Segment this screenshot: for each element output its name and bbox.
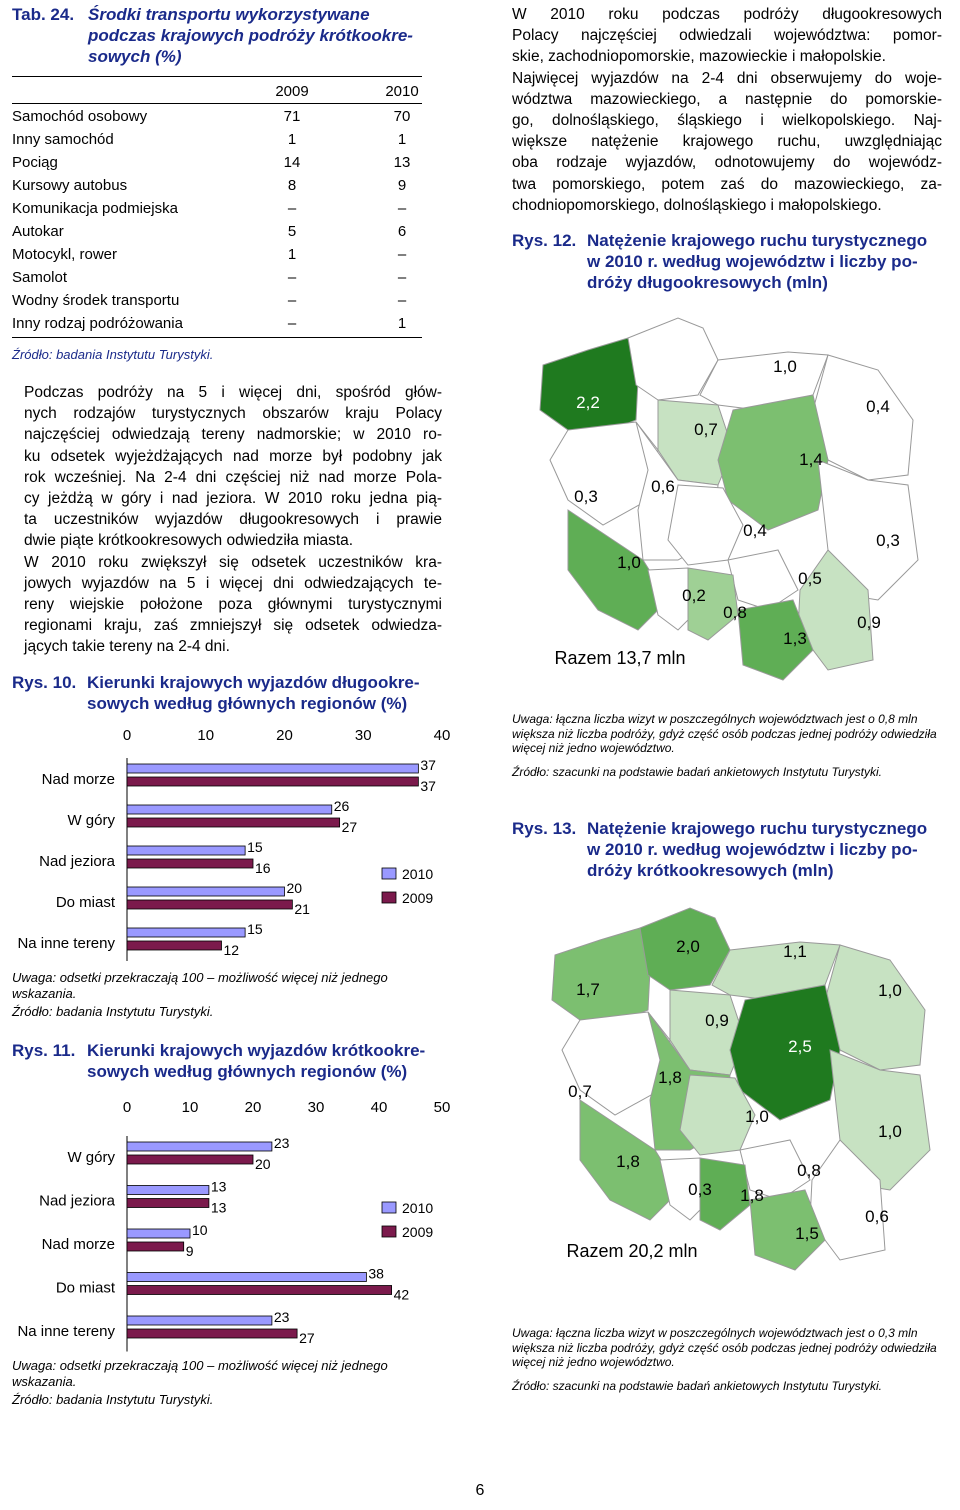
map13-value-podkarpackie: 0,6: [865, 1207, 889, 1226]
map12-value-kujawsko: 0,7: [694, 420, 718, 439]
map13-value-wielkopolskie: 1,8: [658, 1068, 682, 1087]
value-2010: 1: [397, 315, 407, 332]
figure-13-source: Źródło: szacunki na podstawie badań ankietowych Instytutu Turystyki.: [512, 1379, 882, 1393]
data-label: 16: [255, 860, 271, 876]
figure-10-number: Rys. 10.: [12, 673, 77, 692]
table-row: [12, 266, 422, 289]
bar-2010: [127, 1142, 272, 1151]
x-tick-label: 20: [276, 727, 293, 744]
col-2010-header: 2010: [385, 83, 419, 100]
map13-value-kujawsko: 0,9: [705, 1011, 729, 1030]
map12-value-warminsko: 1,0: [773, 357, 797, 376]
bar-2010: [127, 928, 245, 937]
paragraph-line: W 2010 roku zwiększył się odsetek uczestników kra-: [24, 553, 442, 571]
paragraph-line: rok wcześniej. Na 2-4 dni częściej niż nad morze Pola-: [24, 468, 442, 486]
legend-swatch-2009: [382, 892, 396, 903]
x-tick-label: 40: [433, 727, 451, 744]
figure-12-source: Źródło: szacunki na podstawie badań ankietowych Instytutu Turystyki.: [512, 765, 882, 779]
paragraph-line: oba rodzaje wyjazdów, odnotowujemy do wojewódz-: [512, 154, 942, 172]
bar-2010: [127, 1229, 190, 1238]
paragraph-line: ta uczestników wyjazdów długookresowych i prawie: [24, 511, 442, 529]
value-2009: 14: [283, 154, 301, 171]
figure-11-note: Uwaga: odsetki przekraczają 100 – możliwość więcej niż jednego wskazania.: [12, 1358, 388, 1389]
paragraph-line: jących takie tereny na 2-4 dni.: [24, 638, 230, 656]
value-2009: –: [287, 269, 297, 286]
figure-11-title-line-1: Kierunki krajowych wyjazdów krótkookre-: [87, 1041, 426, 1060]
table-top-rule: [12, 76, 422, 77]
data-label: 38: [368, 1265, 384, 1282]
category-label: W góry: [67, 1149, 115, 1166]
figure-13-title-line-1: Natężenie krajowego ruchu turystycznego: [587, 819, 928, 838]
map12-total: Razem 13,7 mln: [554, 648, 686, 668]
category-label: W góry: [67, 812, 115, 829]
row-label: Inny samochód: [12, 131, 114, 148]
paragraph-line: W 2010 roku podczas podróży długookresowych: [512, 6, 942, 23]
figure-13-title: [512, 818, 952, 881]
paragraph-line: reny wiejskie położone poza głównymi turystycznymi: [24, 596, 442, 614]
map12-value-lubuskie: 0,3: [574, 487, 598, 506]
paragraph-line: twa pomorskiego, potem zaś do mazowieckiego, za-: [512, 175, 942, 193]
data-label: 27: [299, 1330, 315, 1346]
legend-label: 2009: [402, 1224, 434, 1240]
table-number: Tab. 24.: [12, 5, 75, 24]
legend-label: 2010: [402, 866, 434, 882]
value-2009: 5: [287, 223, 297, 240]
row-label: Samochód osobowy: [12, 108, 148, 125]
region-zachodniopomorskie: [540, 338, 638, 435]
category-label: Na inne tereny: [17, 1323, 115, 1340]
category-label: Do miast: [55, 894, 115, 911]
paragraph-line: go, dolnośląskiego, śląskiego i wielkopolskiego. Naj-: [512, 112, 942, 130]
paragraph-line: jowych wyjazdów na 5 i więcej dni odwiedzających te-: [24, 574, 442, 592]
figure-10-source: Źródło: badania Instytutu Turystyki.: [12, 1004, 214, 1019]
bar-2009: [127, 1242, 184, 1251]
figure-11-source: Źródło: badania Instytutu Turystyki.: [12, 1392, 214, 1407]
row-label: Motocykl, rower: [12, 246, 118, 263]
figure-12-title-line-3: dróży długookresowych (mln): [587, 273, 828, 292]
table-row: [12, 289, 422, 312]
bar-2009: [127, 1199, 209, 1208]
x-tick-label: 30: [307, 1099, 325, 1116]
figure-10-title-line-1: Kierunki krajowych wyjazdów długookre-: [87, 673, 420, 692]
data-label: 12: [223, 942, 240, 958]
value-2010: 70: [393, 108, 411, 125]
paragraph-line: ku odsetek wyjeżdżających nad morze był podobny jak: [24, 447, 442, 465]
value-2010: 1: [397, 131, 407, 148]
paragraph-left: [24, 382, 442, 658]
figure-11-number: Rys. 11.: [12, 1041, 76, 1060]
page-number: 6: [475, 1482, 485, 1499]
paragraph-line: Podczas podróży na 5 i więcej dni, spośród głów-: [24, 384, 442, 401]
row-label: Pociąg: [12, 154, 58, 171]
value-2009: 8: [287, 177, 297, 194]
map12-value-slaskie: 0,8: [723, 603, 747, 622]
bar-2009: [127, 818, 340, 827]
figure-12-title-line-1: Natężenie krajowego ruchu turystycznego: [587, 231, 928, 250]
map13-value-warminsko: 1,1: [783, 942, 807, 961]
bar-2010: [127, 1273, 366, 1282]
data-label: 27: [341, 819, 358, 835]
paragraph-line: Polacy najczęściej odwiedzali województwa: pomor-: [512, 27, 942, 45]
x-tick-label: 10: [197, 727, 215, 744]
data-label: 23: [273, 1135, 290, 1151]
table-header-row: [12, 80, 422, 103]
map13-value-opolskie: 0,3: [688, 1180, 712, 1199]
table-row: [12, 105, 422, 128]
figure-12-title-line-2: w 2010 r. według województw i liczby po-: [587, 252, 918, 271]
bar-2010: [127, 846, 245, 855]
value-2010: 6: [397, 223, 407, 240]
data-label: 15: [247, 921, 263, 937]
row-label: Autokar: [12, 223, 64, 240]
value-2010: –: [397, 292, 407, 309]
map-short-trips: [540, 900, 945, 1280]
value-2010: –: [397, 246, 407, 263]
figure-12-note: Uwaga: łączna liczba wizyt w poszczególnych województwach jest o 0,8 mln większa niż liczba podróży, gdyż część osób podczas jednej podróży odwiedziła więcej niż jedno województwo.: [512, 712, 937, 755]
category-label: Nad morze: [41, 771, 115, 788]
map13-value-podlaskie: 1,0: [878, 981, 902, 1000]
bar-2009: [127, 1329, 297, 1338]
bar-2009: [127, 777, 418, 786]
paragraph-line: chodniopomorskiego, dolnośląskiego i małopolskiego.: [512, 196, 882, 214]
bar-2009: [127, 1286, 392, 1295]
x-tick-label: 40: [370, 1099, 388, 1116]
x-tick-label: 30: [354, 727, 372, 744]
x-tick-label: 20: [244, 1099, 262, 1116]
map12-value-pomorskie: 2,5: [668, 353, 692, 372]
data-label: 23: [273, 1309, 290, 1325]
category-label: Nad jeziora: [39, 1192, 115, 1210]
map12-value-podlaskie: 0,4: [866, 397, 890, 416]
table-source: Źródło: badania Instytutu Turystyki.: [12, 347, 214, 362]
paragraph-line: skie, zachodniopomorskie, mazowieckie i małopolskie.: [512, 48, 886, 66]
figure-12-title: [512, 230, 952, 293]
category-label: Do miast: [55, 1279, 115, 1297]
data-label: 21: [294, 901, 310, 917]
map12-value-dolnoslaskie: 1,0: [617, 553, 641, 572]
table-bottom-rule: [12, 337, 422, 338]
map12-value-zachodniopomorskie: 2,2: [576, 393, 600, 412]
bar-2009: [127, 859, 253, 868]
category-label: Nad morze: [41, 1236, 115, 1253]
value-2009: 71: [283, 108, 301, 125]
paragraph-line: najczęściej odwiedzają tereny nadmorskie; w 2010 ro-: [24, 426, 442, 444]
value-2010: –: [397, 269, 407, 286]
data-label: 20: [286, 880, 303, 896]
map13-value-lubuskie: 0,7: [568, 1082, 592, 1101]
map13-value-swietokrzyskie: 0,8: [797, 1161, 821, 1180]
table-row: [12, 174, 422, 197]
data-label: 42: [393, 1286, 410, 1303]
bar-2009: [127, 900, 292, 909]
bar-chart-short-trips: [12, 1094, 452, 1354]
figure-10-title: [12, 672, 452, 714]
figure-11-title: [12, 1040, 452, 1082]
figure-13-note: Uwaga: łączna liczba wizyt w poszczególnych województwach jest o 0,3 mln większa niż liczba podróży, gdyż część osób podczas jednej podróży odwiedziła więcej niż jedno województwo.: [512, 1326, 937, 1369]
legend-label: 2009: [402, 890, 434, 906]
data-label: 9: [185, 1243, 194, 1259]
data-label: 20: [255, 1156, 271, 1172]
map13-total: Razem 20,2 mln: [566, 1241, 698, 1261]
x-tick-label: 10: [181, 1099, 199, 1116]
paragraph-line: wództwa mazowieckiego, a następnie do pomorskie-: [512, 90, 942, 108]
data-label: 13: [210, 1178, 227, 1195]
row-label: Kursowy autobus: [12, 177, 128, 194]
map12-value-podkarpackie: 0,9: [857, 613, 881, 632]
bar-2010: [127, 805, 332, 814]
table-header-rule: [12, 103, 422, 104]
map12-value-malopolskie: 1,3: [783, 629, 807, 648]
table-title-line-3: sowych (%): [88, 47, 182, 66]
figure-10-note: Uwaga: odsetki przekraczają 100 – możliwość więcej niż jednego wskazania.: [12, 970, 388, 1001]
map13-value-dolnoslaskie: 1,8: [616, 1152, 640, 1171]
value-2009: –: [287, 292, 297, 309]
bar-2009: [127, 941, 222, 950]
x-tick-label: 0: [122, 727, 132, 744]
map12-value-lodzkie: 0,4: [743, 521, 767, 540]
paragraph-line: większe natężenie krajowego ruchu, uwzględniając: [512, 133, 942, 151]
figure-13-number: Rys. 13.: [512, 819, 577, 838]
data-label: 26: [333, 798, 350, 814]
data-label: 37: [420, 757, 436, 773]
figure-11-title-line-2: sowych według głównych regionów (%): [87, 1062, 408, 1081]
paragraph-line: nych rodzajów turystycznych obszarów kraju Polacy: [24, 405, 442, 423]
row-label: Samolot: [12, 269, 68, 286]
table-row: [12, 312, 422, 335]
bar-2010: [127, 887, 285, 896]
legend-swatch-2009: [382, 1226, 396, 1237]
table-row: [12, 243, 422, 266]
row-label: Inny rodzaj podróżowania: [12, 315, 183, 332]
figure-10-title-line-2: sowych według głównych regionów (%): [87, 694, 408, 713]
figure-12-number: Rys. 12.: [512, 231, 577, 250]
x-tick-label: 0: [122, 1099, 132, 1116]
map12-value-opolskie: 0,2: [682, 586, 706, 605]
row-label: Komunikacja podmiejska: [12, 200, 178, 217]
map13-value-mazowieckie: 2,5: [788, 1037, 812, 1056]
table-title: [12, 4, 442, 67]
data-label: 10: [192, 1222, 208, 1238]
value-2009: 1: [287, 246, 297, 263]
map12-value-wielkopolskie: 0,6: [651, 477, 675, 496]
paragraph-right: [512, 4, 942, 216]
figure-13-title-line-3: dróży krótkookresowych (mln): [587, 861, 834, 880]
value-2010: 13: [393, 154, 411, 171]
category-label: Na inne tereny: [17, 935, 115, 952]
legend-swatch-2010: [382, 1202, 396, 1213]
x-tick-label: 50: [433, 1099, 451, 1116]
value-2009: 1: [287, 131, 297, 148]
bar-2010: [127, 1186, 209, 1195]
region-zachodniopomorskie: [552, 928, 650, 1025]
map12-value-swietokrzyskie: 0,5: [798, 569, 822, 588]
value-2009: –: [287, 200, 297, 217]
bar-2010: [127, 764, 418, 773]
map13-value-pomorskie: 2,0: [676, 937, 700, 956]
data-label: 37: [420, 778, 436, 794]
table-title-line-1: Środki transportu wykorzystywane: [88, 5, 370, 24]
col-2009-header: 2009: [275, 83, 309, 100]
category-label: Nad jeziora: [39, 853, 115, 870]
paragraph-line: dwie piąte krótkookresowych odwiedziła miasta.: [24, 532, 354, 550]
legend-swatch-2010: [382, 868, 396, 879]
row-label: Wodny środek transportu: [12, 292, 180, 309]
table-row: [12, 220, 422, 243]
map-long-trips: [528, 310, 948, 705]
data-label: 13: [210, 1199, 227, 1216]
map13-value-lodzkie: 1,0: [745, 1107, 769, 1126]
value-2009: –: [287, 315, 297, 332]
table-row: [12, 151, 422, 174]
table-row: [12, 128, 422, 151]
map13-value-zachodniopomorskie: 1,7: [576, 980, 600, 999]
table-title-line-2: podczas krajowych podróży krótkookre-: [88, 26, 413, 45]
bar-2010: [127, 1316, 272, 1325]
data-label: 15: [247, 839, 263, 855]
map13-value-slaskie: 1,8: [740, 1186, 764, 1205]
bar-2009: [127, 1155, 253, 1164]
table-row: [12, 197, 422, 220]
map12-value-mazowieckie: 1,4: [799, 450, 823, 469]
figure-13-title-line-2: w 2010 r. według województw i liczby po-: [587, 840, 918, 859]
map13-value-lubelskie: 1,0: [878, 1122, 902, 1141]
legend-label: 2010: [402, 1200, 434, 1216]
paragraph-line: regionami kraju, zaś zmniejszył się odsetek odwiedza-: [24, 617, 442, 635]
value-2010: 9: [397, 177, 407, 194]
paragraph-line: Najwięcej wyjazdów na 2-4 dni obserwujemy do woje-: [512, 69, 942, 87]
bar-chart-long-trips: [12, 722, 452, 967]
value-2010: –: [397, 200, 407, 217]
map12-value-lubelskie: 0,3: [876, 531, 900, 550]
map13-value-malopolskie: 1,5: [795, 1224, 819, 1243]
paragraph-line: cy jeżdżą w góry i nad jeziora. W 2010 roku jedna pią-: [24, 490, 442, 508]
